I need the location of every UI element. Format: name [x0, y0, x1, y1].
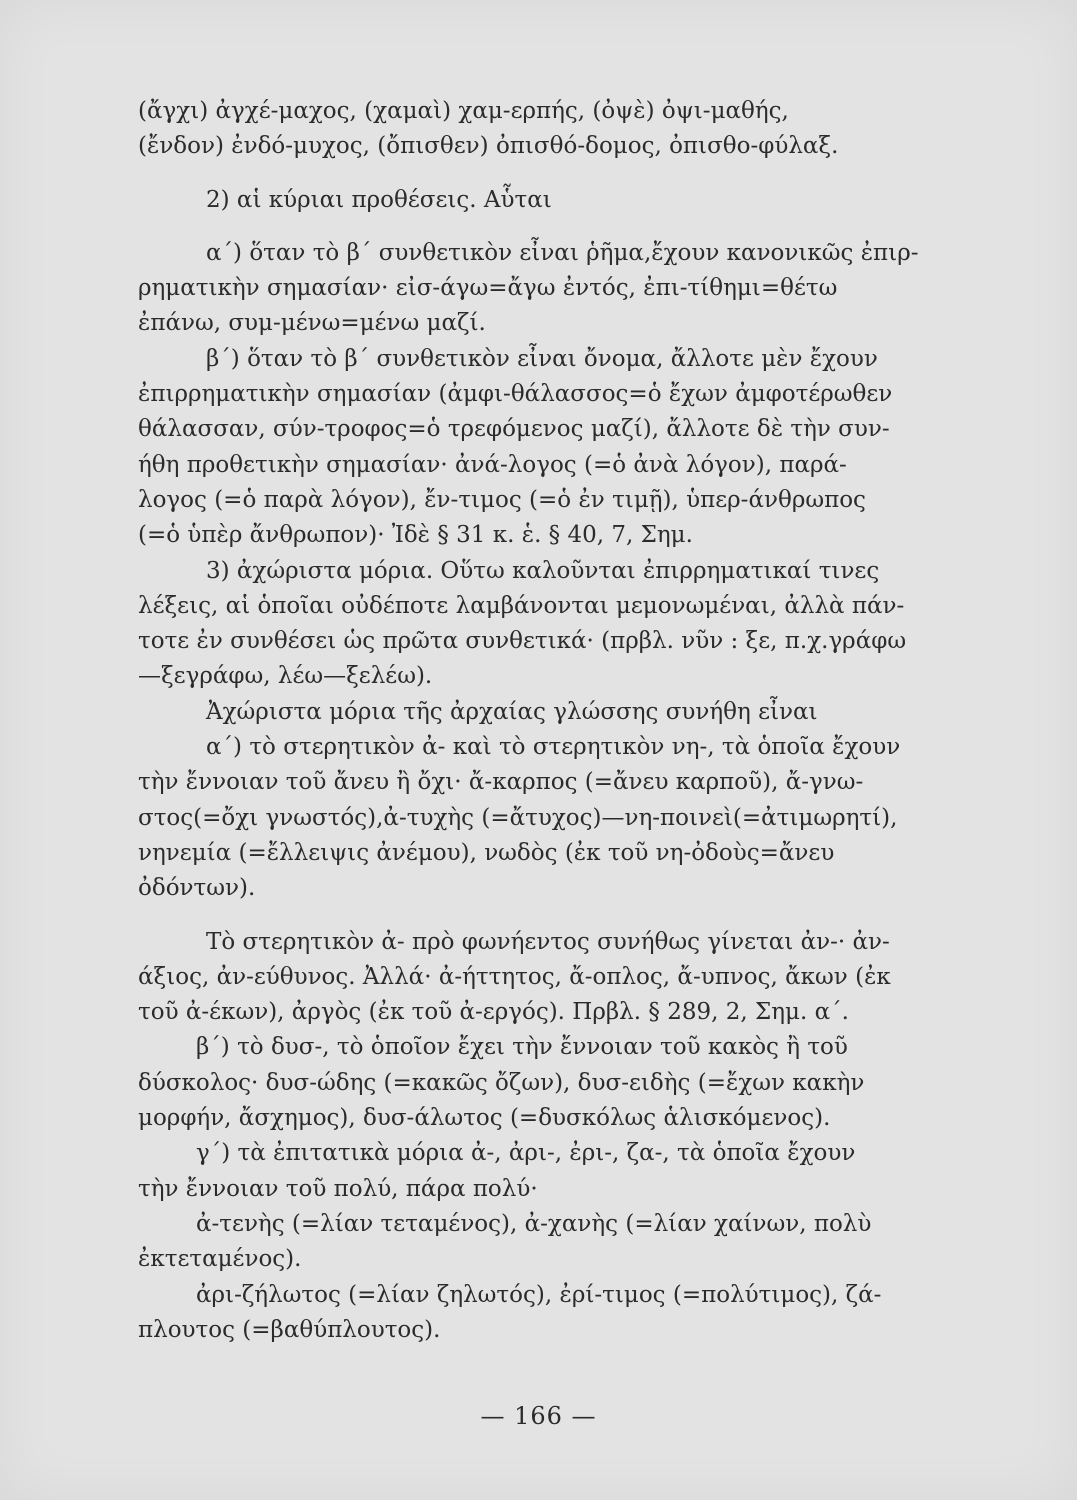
text-line: τοῦ ἀ-έκων), ἀργὸς (ἐκ τοῦ ἀ-εργός). Πρβλ. § 289, 2, Σημ. α΄. — [138, 999, 849, 1026]
text-line: άξιος, ἀν-εύθυνος. Ἀλλά· ἀ-ήττητος, ἄ-οπλος, ἄ-υπνος, ἄκων (ἐκ — [138, 963, 891, 990]
text-line: τὴν ἔννοιαν τοῦ πολύ, πάρα πολύ· — [138, 1175, 538, 1202]
text-line: Τὸ στερητικὸν ἀ- πρὸ φωνήεντος συνήθως γίνεται ἀν-· ἀν- — [206, 928, 890, 955]
text-line: λογος (=ὁ παρὰ λόγον), ἔν-τιμος (=ὁ ἐν τιμῇ), ὑπερ-άνθρωπος — [138, 486, 866, 513]
page-body — [138, 94, 1014, 1348]
text-line: ἀ-τενὴς (=λίαν τεταμένος), ἀ-χανὴς (=λίαν χαίνων, πολὺ — [196, 1210, 872, 1237]
text-line: γ΄) τὰ ἐπιτατικὰ μόρια ἀ-, ἀρι-, ἐρι-, ζα-, τὰ ὁποῖα ἔχουν — [196, 1140, 856, 1167]
text-line: θάλασσαν, σύν-τροφος=ὁ τρεφόμενος μαζί), ἄλλοτε δὲ τὴν συν- — [138, 416, 890, 443]
text-line: δύσκολος· δυσ-ώδης (=κακῶς ὄζων), δυσ-ειδὴς (=ἔχων κακὴν — [138, 1069, 865, 1096]
text-line: νηνεμία (=ἔλλειψις ἀνέμου), νωδὸς (ἐκ τοῦ νη-ὀδοὺς=ἄνευ — [138, 839, 835, 866]
text-line: (ἔνδον) ἐνδό-μυχος, (ὄπισθεν) ὀπισθό-δομος, ὀπισθο-φύλαξ. — [138, 133, 839, 160]
text-line: (=ὁ ὑπὲρ ἄνθρωπον)· Ἰδὲ § 31 κ. ἑ. § 40, 7, Σημ. — [138, 522, 693, 549]
text-line: τὴν ἔννοιαν τοῦ ἄνευ ἢ ὄχι· ἄ-καρπος (=ἄνευ καρποῦ), ἄ-γνω- — [138, 769, 864, 796]
text-line: α΄) ὅταν τὸ β΄ συνθετικὸν εἶναι ῥῆμα,ἔχουν κανονικῶς ἐπιρ- — [206, 239, 919, 266]
section-heading: 3) ἀχώριστα μόρια. Οὕτω καλοῦνται ἐπιρρηματικαί τινες — [206, 557, 880, 584]
text-line: ἐπιρρηματικὴν σημασίαν (ἀμφι-θάλασσος=ὁ ἔχων ἀμφοτέρωθεν — [138, 381, 893, 408]
text-line: β΄) τὸ δυσ-, τὸ ὁποῖον ἔχει τὴν ἔννοιαν τοῦ κακὸς ἢ τοῦ — [196, 1034, 848, 1061]
text-line: β΄) ὅταν τὸ β΄ συνθετικὸν εἶναι ὄνομα, ἄλλοτε μὲν ἔχουν — [206, 345, 878, 372]
text-line: ρηματικὴν σημασίαν· εἰσ-άγω=ἄγω ἐντός, ἐπι-τίθημι=θέτω — [138, 275, 838, 302]
text-line: ήθη προθετικὴν σημασίαν· ἀνά-λογος (=ὁ ἀνὰ λόγον), παρά- — [138, 451, 847, 478]
text-line: λέξεις, αἱ ὁποῖαι οὐδέποτε λαμβάνονται μεμονωμέναι, ἀλλὰ πάν- — [138, 592, 905, 619]
text-line: στος(=ὄχι γνωστός),ἀ-τυχὴς (=ἄτυχος)—νη-ποινεὶ(=ἀτιμωρητί), — [138, 804, 898, 831]
text-line: (ἄγχι) ἀγχέ-μαχος, (χαμαὶ) χαμ-ερπής, (ὀψὲ) ὀψι-μαθής, — [138, 98, 789, 124]
text-line: ἀρι-ζήλωτος (=λίαν ζηλωτός), ἐρί-τιμος (=πολύτιμος), ζά- — [196, 1281, 882, 1308]
section-heading: 2) αἱ κύριαι προθέσεις. Αὗται — [206, 186, 552, 213]
text-line: μορφήν, ἄσχημος), δυσ-άλωτος (=δυσκόλως ἁλισκόμενος). — [138, 1105, 831, 1132]
text-line: —ξεγράφω, λέω—ξελέω). — [138, 663, 433, 690]
text-line: ὀδόντων). — [138, 875, 256, 902]
text-line: ἐπάνω, συμ-μένω=μένω μαζί. — [138, 310, 486, 337]
text-line: τοτε ἐν συνθέσει ὡς πρῶτα συνθετικά· (πρβλ. νῦν : ξε, π.χ.γράφω — [138, 628, 907, 655]
text-line: ἐκτεταμένος). — [138, 1246, 302, 1273]
text-line: πλουτος (=βαθύπλουτος). — [138, 1316, 441, 1343]
text-line: α΄) τὸ στερητικὸν ἀ- καὶ τὸ στερητικὸν νη-, τὰ ὁποῖα ἔχουν — [206, 734, 901, 761]
page-number: — 166 — — [480, 1402, 597, 1430]
text-line: Ἀχώριστα μόρια τῆς ἀρχαίας γλώσσης συνήθη εἶναι — [206, 698, 818, 725]
